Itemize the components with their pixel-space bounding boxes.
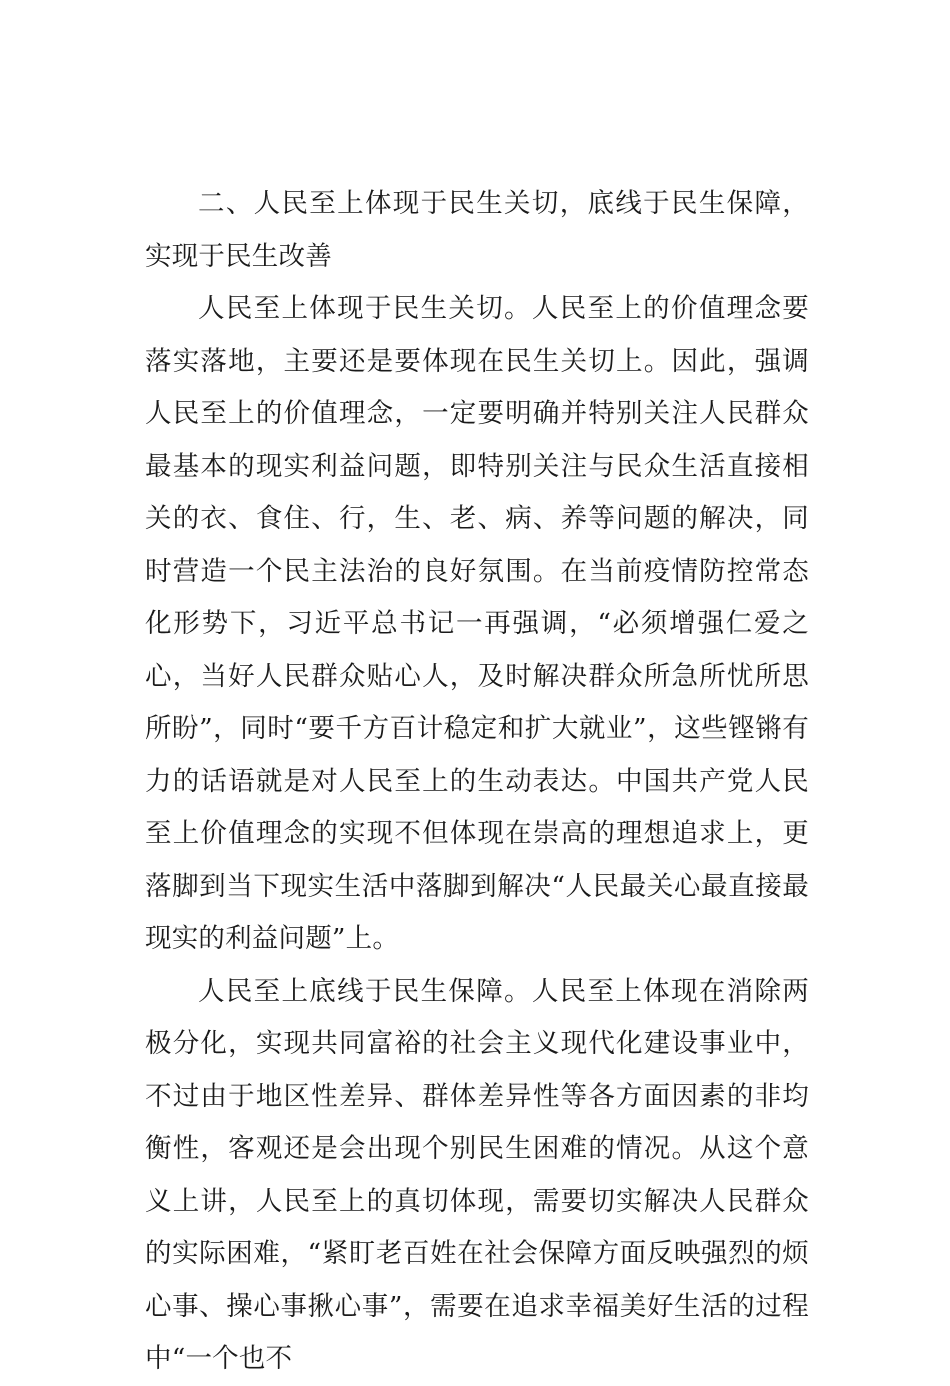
section-heading: 二、人民至上体现于民生关切，底线于民生保障，实现于民生改善 (145, 188, 809, 272)
body-paragraph: 人民至上体现于民生关切。人民至上的价值理念要落实落地，主要还是要体现在民生关切上。因此，强调人民至上的价值理念，一定要明确并特别关注人民群众最基本的现实利益问题，即特别关注与民众生活直接相关的衣、食住、行，生、老、病、养等问题的解决，同时营造一个民主法治的良好氛围。在当前疫情防控常态化形势下，习近平总书记一再强调，“必须增强仁爱之心，当好人民群众贴心人，及时解决群众所急所忧所思所盼”，同时“要千方百计稳定和扩大就业”，这些铿锵有力的话语就是对人民至上的生动表达。中国共产党人民至上价值理念的实现不但体现在崇高的理想追求上，更落脚到当下现实生活中落脚到解决“人民最关心最直接最现实的利益问题”上。 (145, 293, 809, 954)
body-paragraph: 人民至上底线于民生保障。人民至上体现在消除两极分化，实现共同富裕的社会主义现代化建设事业中，不过由于地区性差异、群体差异性等各方面因素的非均衡性，客观还是会出现个别民生困难的情况。从这个意义上讲，人民至上的真切体现，需要切实解决人民群众的实际困难，“紧盯老百姓在社会保障方面反映强烈的烦心事、操心事揪心事”，需要在追求幸福美好生活的过程中“一个也不 (145, 975, 809, 1374)
document-body (145, 178, 809, 1386)
